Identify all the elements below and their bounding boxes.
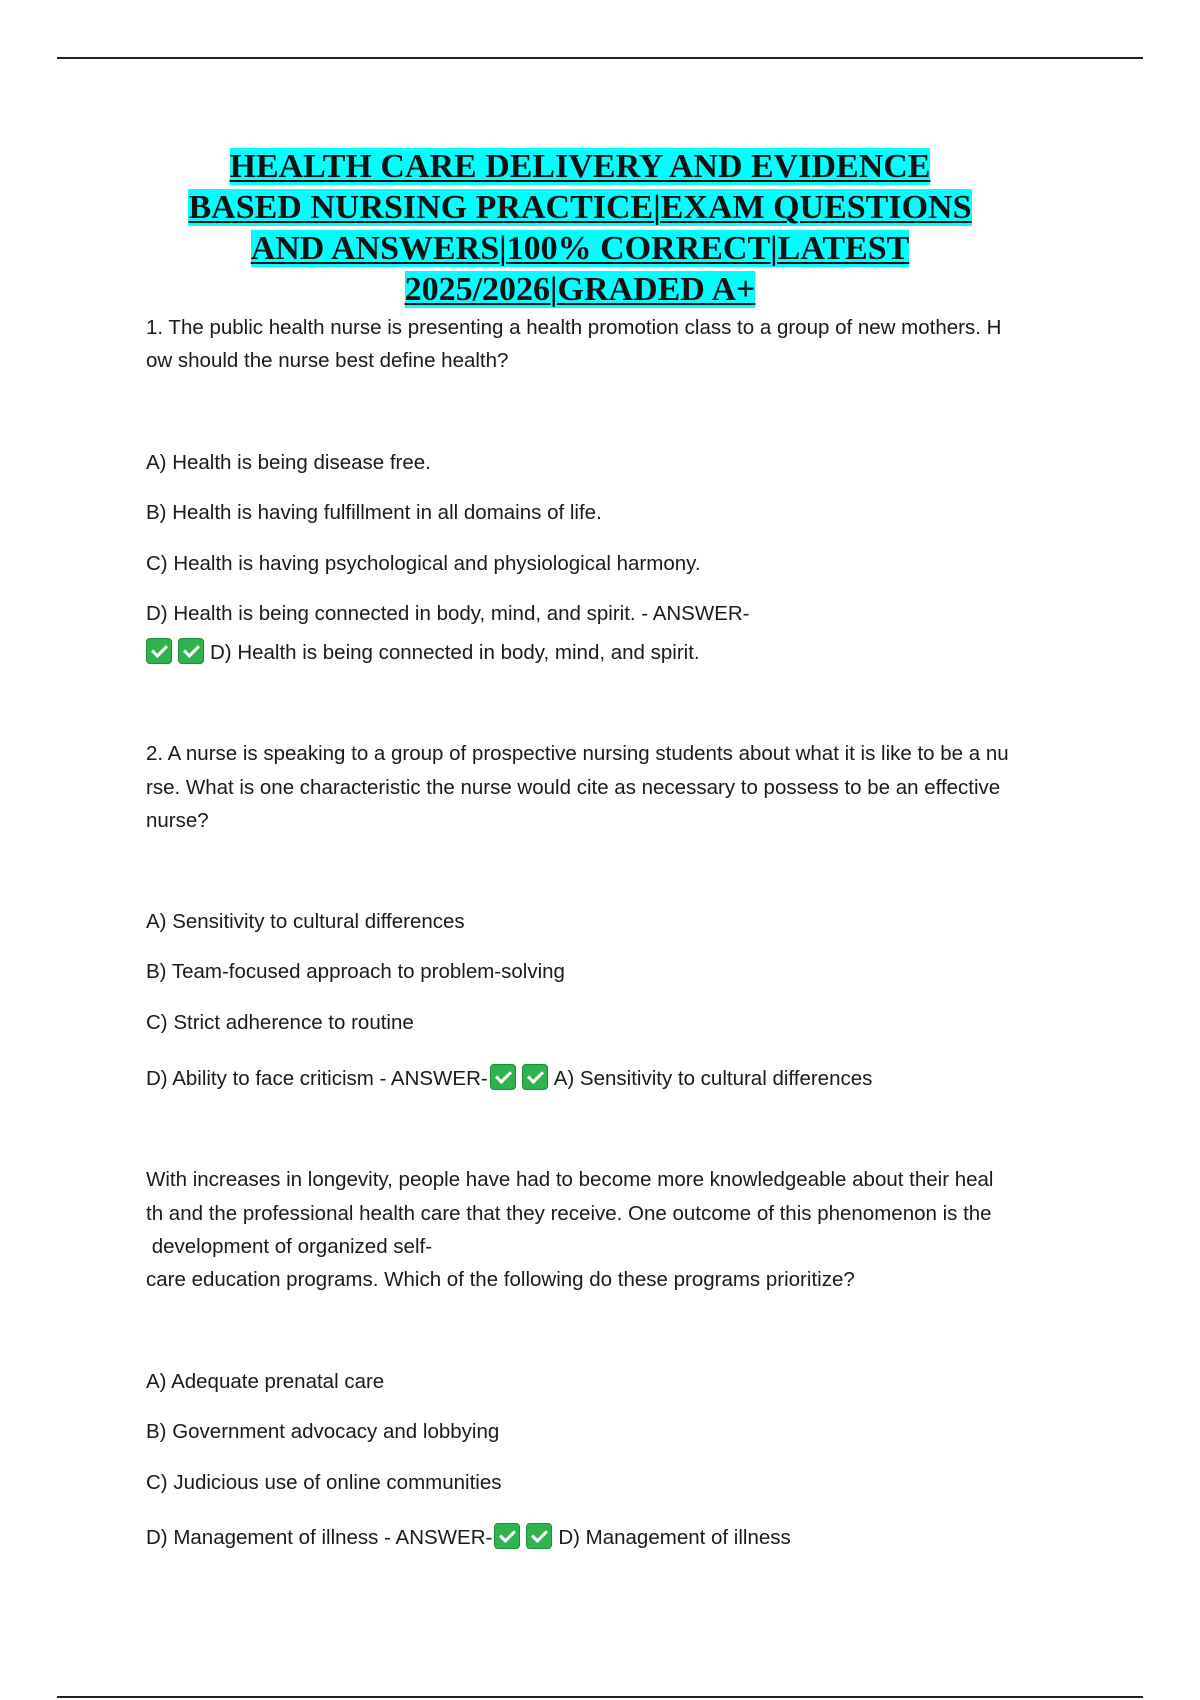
question-1-option-a: A) Health is being disease free. — [146, 451, 431, 474]
check-mark-icon — [490, 1064, 516, 1090]
question-3-option-d: D) Management of illness - ANSWER- — [146, 1526, 493, 1549]
question-2-option-c: C) Strict adherence to routine — [146, 1011, 414, 1034]
question-1-answer — [146, 636, 700, 669]
title-line-2: BASED NURSING PRACTICE|EXAM QUESTIONS — [188, 189, 972, 226]
question-1-option-b: B) Health is having fulfillment in all domains of life. — [146, 501, 602, 524]
question-2-option-a: A) Sensitivity to cultural differences — [146, 910, 465, 933]
question-1-stem-line-2: ow should the nurse best define health? — [146, 349, 509, 372]
title-line-1: HEALTH CARE DELIVERY AND EVIDENCE — [229, 148, 931, 185]
question-2-option-d-answer — [146, 1062, 872, 1095]
title-line-3: AND ANSWERS|100% CORRECT|LATEST — [250, 230, 910, 267]
question-2-stem-line-1: 2. A nurse is speaking to a group of prospective nursing students about what it is like to be a nu — [146, 742, 1009, 765]
check-mark-icon — [178, 638, 204, 664]
check-mark-icon — [494, 1523, 520, 1549]
question-2-stem-line-3: nurse? — [146, 809, 209, 832]
question-3-stem-line-2: th and the professional health care that they receive. One outcome of this phenomenon is the — [146, 1202, 992, 1225]
question-1-stem-line-1: 1. The public health nurse is presenting a health promotion class to a group of new mothers. H — [146, 316, 1002, 339]
question-3-answer-text: D) Management of illness — [558, 1526, 791, 1549]
check-mark-icon — [526, 1523, 552, 1549]
question-2-answer-text: A) Sensitivity to cultural differences — [553, 1067, 873, 1090]
question-3-stem-line-3: development of organized self- — [146, 1235, 433, 1258]
question-3-option-a: A) Adequate prenatal care — [146, 1370, 385, 1393]
question-2-option-b: B) Team-focused approach to problem-solving — [146, 960, 565, 983]
document-title — [140, 146, 1020, 310]
question-2-stem-line-2: rse. What is one characteristic the nurse would cite as necessary to possess to be an effective — [146, 776, 1001, 799]
check-mark-icon — [522, 1064, 548, 1090]
bottom-divider — [57, 1696, 1143, 1698]
question-3-option-b: B) Government advocacy and lobbying — [146, 1420, 500, 1443]
top-divider — [57, 57, 1143, 59]
question-3-stem-line-1: With increases in longevity, people have had to become more knowledgeable about their heal — [146, 1168, 994, 1191]
check-mark-icon — [146, 638, 172, 664]
question-2-option-d: D) Ability to face criticism - ANSWER- — [146, 1067, 488, 1090]
question-1-option-c: C) Health is having psychological and physiological harmony. — [146, 552, 701, 575]
title-line-4: 2025/2026|GRADED A+ — [404, 271, 756, 308]
question-3-stem-line-4: care education programs. Which of the following do these programs prioritize? — [146, 1268, 855, 1291]
question-1-answer-text: D) Health is being connected in body, mind, and spirit. — [210, 641, 700, 664]
question-1-option-d: D) Health is being connected in body, mind, and spirit. - ANSWER- — [146, 602, 750, 625]
question-3-option-d-answer — [146, 1521, 791, 1554]
question-3-option-c: C) Judicious use of online communities — [146, 1471, 502, 1494]
